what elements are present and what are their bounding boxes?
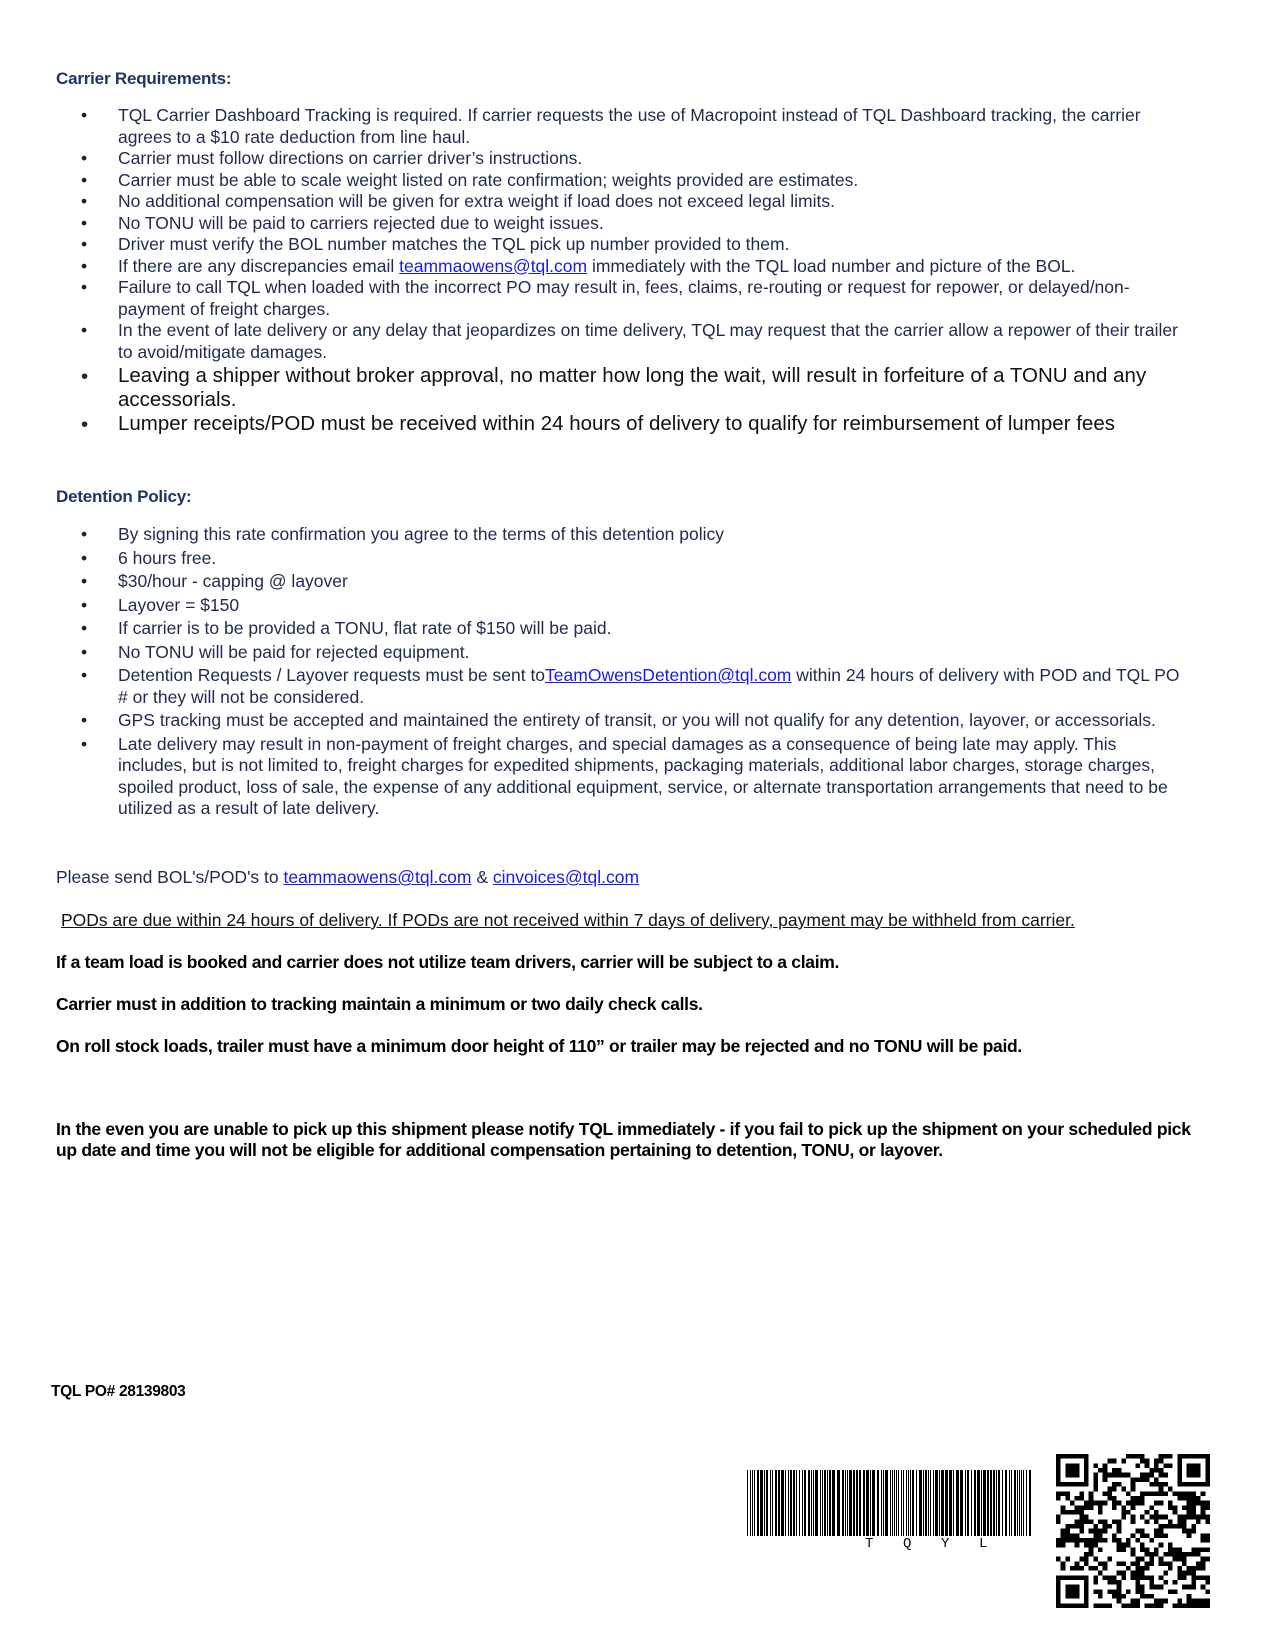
list-item-text: If there are any discrepancies email xyxy=(118,255,400,276)
pickup-failure-notice: In the even you are unable to pick up this shipment please notify TQL immediately - if you fail to pick up the shipment on your scheduled pick up date and time you will not be eligible for additional compensation pertaining to detention, TONU, or layover. xyxy=(56,1119,1191,1160)
list-item: • If carrier is to be provided a TONU, flat rate of $150 will be paid. xyxy=(80,618,1190,640)
list-item: • Lumper receipts/POD must be received within 24 hours of delivery to qualify for reimbursement of lumper fees xyxy=(80,412,1190,436)
list-item: • Carrier must follow directions on carrier driver’s instructions. xyxy=(80,148,1190,170)
qr-code-icon xyxy=(1056,1454,1210,1608)
list-item: • No TONU will be paid for rejected equipment. xyxy=(80,642,1190,664)
barcode-char: Q xyxy=(903,1536,912,1552)
carrier-requirements-heading: Carrier Requirements: xyxy=(56,69,232,88)
list-item xyxy=(80,256,1190,278)
send-docs-prefix: Please send BOL's/POD's to xyxy=(56,867,284,887)
check-calls-notice: Carrier must in addition to tracking maintain a minimum or two daily check calls. xyxy=(56,994,703,1014)
teammaowens-email-link[interactable]: teammaowens@tql.com xyxy=(283,867,472,887)
list-item: • GPS tracking must be accepted and maintained the entirety of transit, or you will not qualify for any detention, layover, or accessorials. xyxy=(80,710,1190,732)
list-item: • Driver must verify the BOL number matches the TQL pick up number provided to them. xyxy=(80,234,1190,256)
send-docs-line xyxy=(56,867,639,888)
send-docs-separator: & xyxy=(471,867,493,887)
list-item-text: within 24 hours of delivery with POD and TQL PO # or they will not be considered. xyxy=(118,665,1180,707)
list-item: • Leaving a shipper without broker approval, no matter how long the wait, will result in forfeiture of a TONU and any accessorials. xyxy=(80,364,1190,412)
list-item xyxy=(80,665,1190,708)
list-item-text: Detention Requests / Layover requests must be sent to xyxy=(118,665,546,685)
teammaowens-email-link[interactable]: teammaowens@tql.com xyxy=(399,255,588,276)
detention-policy-list xyxy=(80,524,1190,820)
barcode-caption xyxy=(747,1536,1034,1552)
list-item: • $30/hour - capping @ layover xyxy=(80,571,1190,593)
list-item: • Failure to call TQL when loaded with the incorrect PO may result in, fees, claims, re-routing or request for repower, or delayed/non-payment of freight charges. xyxy=(80,277,1190,320)
pod-due-notice: PODs are due within 24 hours of delivery. If PODs are not received within 7 days of delivery, payment may be withheld from carrier. xyxy=(61,910,1075,930)
barcode-char: Y xyxy=(941,1536,950,1552)
barcode-char: T xyxy=(865,1536,874,1552)
roll-stock-notice: On roll stock loads, trailer must have a minimum door height of 110” or trailer may be rejected and no TONU will be paid. xyxy=(56,1036,1022,1056)
detention-policy-heading: Detention Policy: xyxy=(56,487,192,506)
team-load-notice: If a team load is booked and carrier does not utilize team drivers, carrier will be subject to a claim. xyxy=(56,952,840,972)
list-item: • 6 hours free. xyxy=(80,548,1190,570)
team-owens-detention-email-link[interactable]: TeamOwensDetention@tql.com xyxy=(545,665,792,685)
list-item: • TQL Carrier Dashboard Tracking is required. If carrier requests the use of Macropoint instead of TQL Dashboard tracking, the carrier agrees to a $10 rate deduction from line haul. xyxy=(80,105,1190,148)
list-item-text: immediately with the TQL load number and picture of the BOL. xyxy=(587,255,1076,276)
list-item: • In the event of late delivery or any delay that jeopardizes on time delivery, TQL may request that the carrier allow a repower of their trailer to avoid/mitigate damages. xyxy=(80,320,1190,363)
barcode-char: L xyxy=(979,1536,988,1552)
barcode-icon xyxy=(747,1470,1034,1536)
list-item: • No additional compensation will be given for extra weight if load does not exceed legal limits. xyxy=(80,191,1190,213)
carrier-requirements-list xyxy=(80,105,1190,436)
list-item: • Carrier must be able to scale weight listed on rate confirmation; weights provided are estimates. xyxy=(80,170,1190,192)
list-item: • No TONU will be paid to carriers rejected due to weight issues. xyxy=(80,213,1190,235)
list-item: • Late delivery may result in non-payment of freight charges, and special damages as a consequence of being late may apply. This includes, but is not limited to, freight charges for expedited shipments, packaging materials, additional labor charges, storage charges, spoiled product, loss of sale, the expense of any additional equipment, service, or alternate transportation arrangements that need to be utilized as a result of late delivery. xyxy=(80,734,1190,820)
cinvoices-email-link[interactable]: cinvoices@tql.com xyxy=(492,867,640,887)
po-number: TQL PO# 28139803 xyxy=(51,1383,186,1400)
list-item: • Layover = $150 xyxy=(80,595,1190,617)
list-item: • By signing this rate confirmation you agree to the terms of this detention policy xyxy=(80,524,1190,546)
